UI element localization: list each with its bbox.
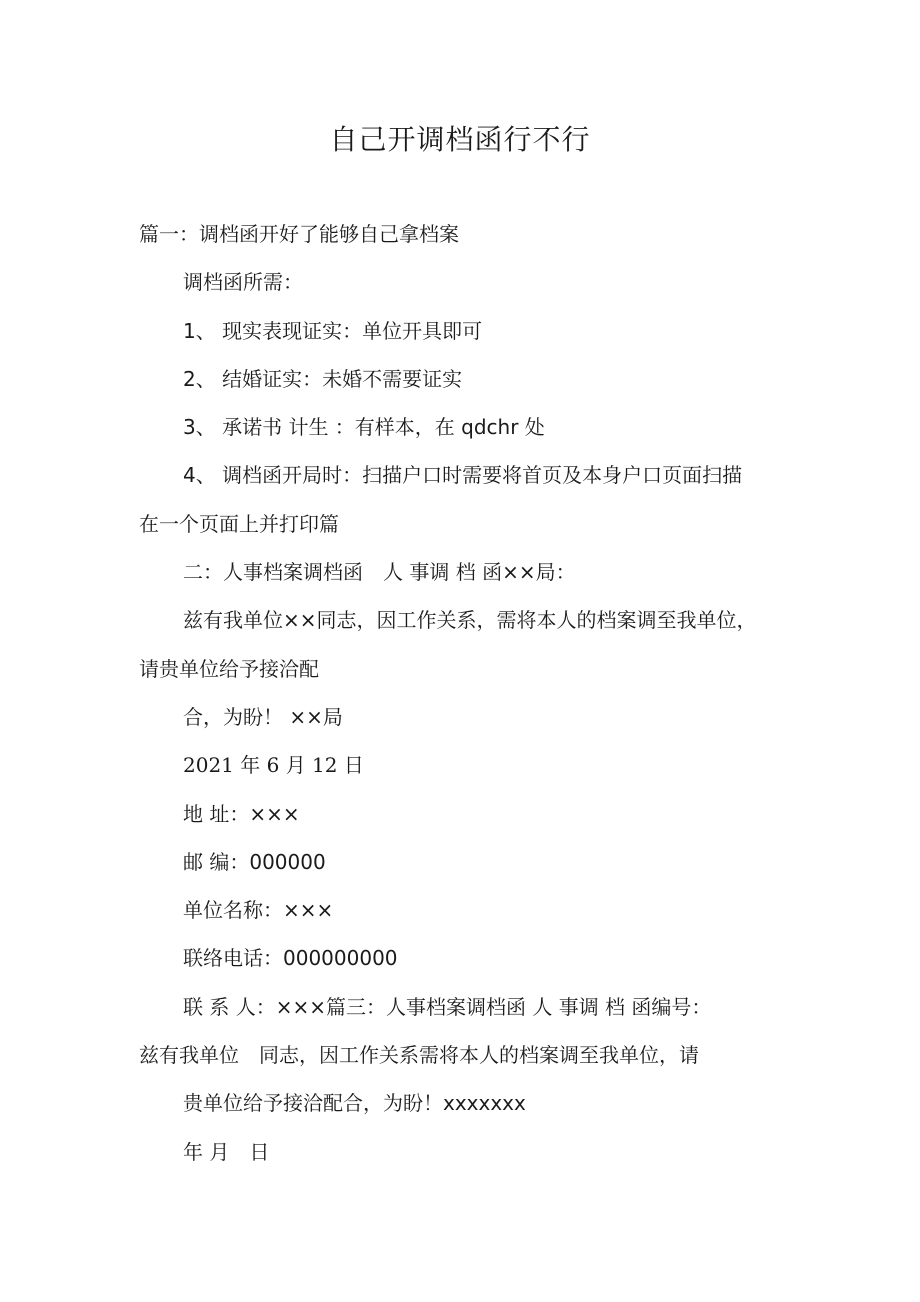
section-heading-2: 二：人事档案调档函 人 事调 档 函××局： [183,560,576,585]
list-item-3: 3、 承诺书 计生 ：有样本，在 qdchr 处 [183,415,545,440]
paragraph-line: 在一个页面上并打印篇 [139,511,339,536]
paragraph-line: 兹有我单位××同志，因工作关系，需将本人的档案调至我单位， [183,608,757,633]
section-heading-1: 篇一：调档函开好了能够自己拿档案 [139,222,459,246]
paragraph-line: 兹有我单位 同志，因工作关系需将本人的档案调至我单位，请 [139,1043,699,1068]
paragraph-line: 调档函所需： [183,270,303,295]
paragraph-line: 请贵单位给予接洽配 [139,656,319,681]
document-title: 自己开调档函行不行 [329,123,591,156]
unit-name-line: 单位名称：××× [183,898,334,923]
list-item-1: 1、 现实表现证实：单位开具即可 [183,318,483,343]
phone-line: 联络电话：000000000 [183,946,398,971]
list-item-4: 4、 调档函开局时：扫描户口时需要将首页及本身户口页面扫描 [183,463,743,488]
date-line: 2021 年 6 月 12 日 [183,753,364,778]
document-body [139,210,799,1176]
address-line: 地 址：××× [183,801,300,826]
postcode-line: 邮 编：000000 [183,849,326,874]
paragraph-line: 合，为盼！ ××局 [183,704,343,729]
signature-date-line: 年 月 日 [183,1139,270,1164]
paragraph-line: 贵单位给予接洽配合，为盼！xxxxxxx [183,1091,526,1116]
contact-line: 联 系 人：×××篇三：人事档案调档函 人 事调 档 函编号： [183,994,712,1019]
list-item-2: 2、 结婚证实：未婚不需要证实 [183,366,463,391]
